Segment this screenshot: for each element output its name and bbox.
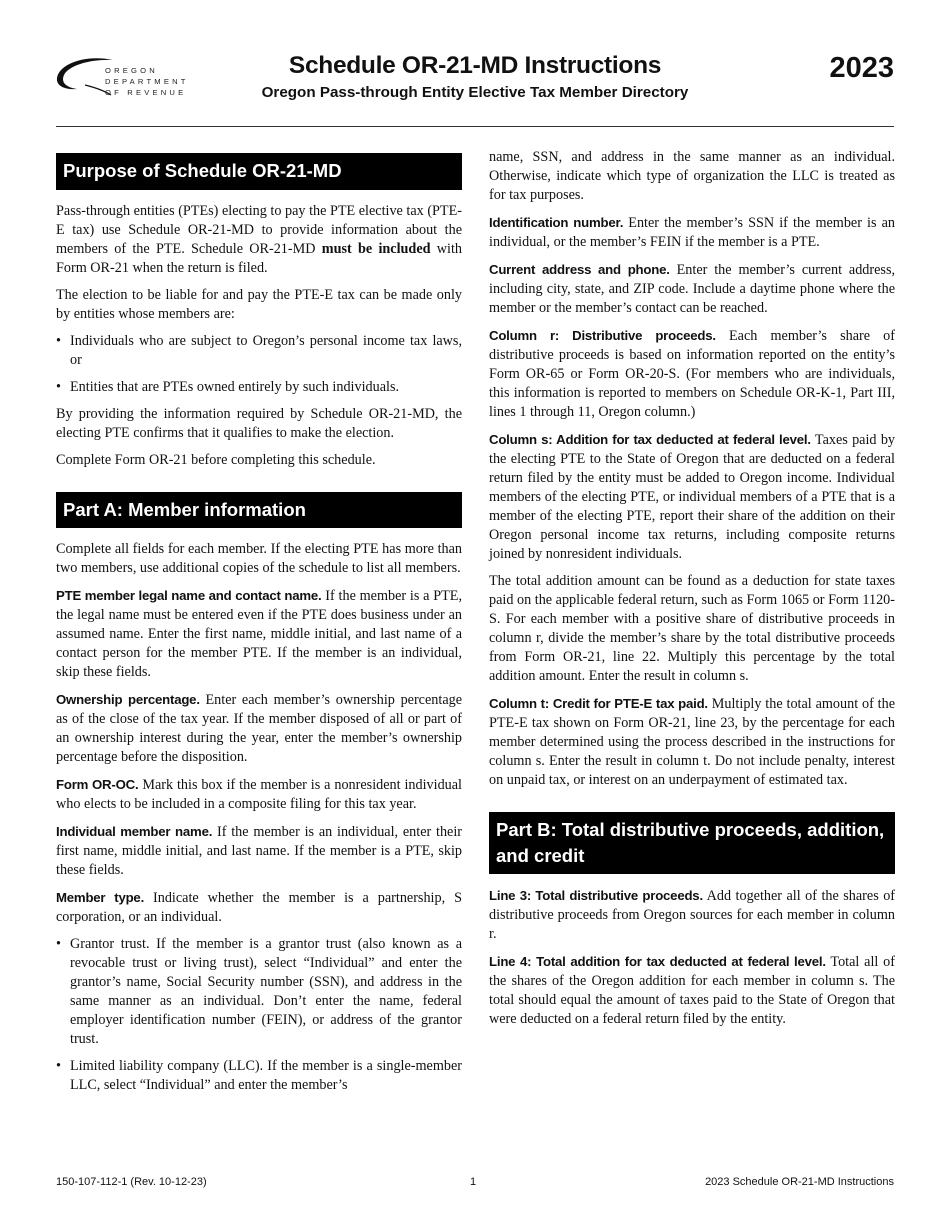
paragraph: Complete Form OR-21 before completing this schedule. [56,451,376,468]
paragraph: The total addition amount can be found as a deduction for state taxes paid on the applicable federal return, such as Form 1065 or Form 1120-S. For each member with a positive share of distributive proceeds in column r, divide the member’s share by the total distributive proceeds from Form OR-21, line 22. Multiply this percentage by the total addition amount. Enter the result in column s. [489,573,895,684]
bullet-item: • Individuals who are subject to Oregon’s personal income tax laws, or [56,332,462,370]
bullet-item: • Grantor trust. If the member is a grantor trust (also known as a revocable trust or living trust), select “Individual” and enter the grantor’s name, Social Security number (SSN), and address in the same manner as an individual. Don’t enter the name, federal employer identification number (FEIN), or address of the grantor trust. [56,935,462,1049]
document-title: Schedule OR-21-MD Instructions [288,52,662,79]
document-subtitle: Oregon Pass-through Entity Elective Tax Member Directory [261,84,689,101]
paragraph: By providing the information required by Schedule OR-21-MD, the electing PTE confirms that it qualifies to make the election. [56,405,462,441]
oregon-dor-logo [55,52,190,102]
page-footer [56,1176,894,1192]
paragraph: Complete all fields for each member. If the electing PTE has more than two members, use additional copies of the schedule to list all members. [56,541,462,576]
instruction-column-t: Column t: Credit for PTE-E tax paid. Multiply the total amount of the PTE-E tax shown on Form OR-21, line 23, by the percentage for each member determined using the process described in the instructions for column s. Enter the result in column t. Do not include penalty, interest on unpaid tax, or interest on an underpayment of estimated tax. [489,696,896,788]
instruction-form-or-oc: Form OR-OC. Mark this box if the member is a nonresident individual who elects to be included in a composite filing for this tax year. [56,777,463,812]
instruction-address: Current address and phone. Enter the member’s current address, including city, state, and ZIP code. Include a daytime phone where the member or the member’s contact can be reached. [489,262,896,316]
instruction-column-r: Column r: Distributive proceeds. Each member’s share of distributive proceeds is based on information reported on the entity’s Form OR-65 or Form OR-20-S. (For members who are individuals, this information is reported to members on Schedule OR-K-1, Part III, lines 1 through 11, Oregon column.) [489,328,895,420]
page-number: 1 [470,1176,477,1188]
section-heading-purpose: Purpose of Schedule OR-21-MD [56,153,462,190]
section-heading-part-b: Part B: Total distributive proceeds, addition, and credit [489,812,895,874]
paragraph: The election to be liable for and pay the PTE-E tax can be made only by entities whose members are: [56,286,462,322]
paragraph: name, SSN, and address in the same manner as an individual. Otherwise, indicate which type of organization the LLC is treated as for tax purposes. [489,149,895,203]
instruction-line-4: Line 4: Total addition for tax deducted at federal level. Total all of the shares of the Oregon addition for each member in column s. The total should equal the amount of taxes paid to the State of Oregon that were deducted on a federal return filed by the entity. [489,954,895,1027]
instruction-member-type: Member type. Indicate whether the member is a partnership, S corporation, or an individual. [56,890,462,925]
left-column [56,153,462,1103]
instruction-legal-name: PTE member legal name and contact name. If the member is a PTE, the legal name must be entered even if the PTE does business under an assumed name. Enter the first name, middle initial, and last name of a contact person for the member PTE. If the member is an individual, skip these fields. [56,588,462,680]
page-header [0,0,950,128]
agency-line-1: OREGON [105,66,158,75]
instruction-line-3: Line 3: Total distributive proceeds. Add together all of the shares of distributive proceeds from Oregon sources for each member in column r. [489,888,896,942]
paragraph: Pass-through entities (PTEs) electing to pay the PTE elective tax (PTE-E tax) use Schedule OR-21-MD to provide information about the members of the PTE. Schedule OR-21-MD must be included with Form OR-21 when the return is filed. [56,202,463,276]
bullet-item: • Limited liability company (LLC). If the member is a single-member LLC, select “Individual” and enter the member’s [56,1057,462,1095]
agency-line-3: OF REVENUE [105,88,187,97]
footer-document-name: 2023 Schedule OR-21-MD Instructions [705,1176,894,1188]
section-heading-part-a: Part A: Member information [56,492,462,529]
header-divider [56,126,894,127]
instruction-individual-name: Individual member name. If the member is an individual, enter their first name, middle initial, and last name. If the member is a PTE, skip these fields. [56,824,463,878]
bullet-item: • Entities that are PTEs owned entirely by such individuals. [56,378,462,397]
instruction-column-s: Column s: Addition for tax deducted at federal level. Taxes paid by the electing PTE to the State of Oregon that are deducted on a federal return filed by the entity must be added to Oregon income. Individual members of the electing PTE, or individual members of a PTE that is a member of the electing PTE, report their share of the addition on their Oregon personal income tax returns, including composite returns joined by nonresident individuals. [489,432,896,562]
form-number: 150-107-112-1 (Rev. 10-12-23) [56,1176,207,1188]
instruction-ownership: Ownership percentage. Enter each member’s ownership percentage as of the close of the tax year. If the member disposed of all or part of an ownership interest during the year, enter the member’s ownership percentage before the disposition. [56,692,463,765]
instruction-identification: Identification number. Enter the member’s SSN if the member is an individual, or the member’s FEIN if the member is a PTE. [489,215,895,250]
right-column [489,148,895,1037]
tax-year: 2023 [829,52,894,84]
agency-line-2: DEPARTMENT [105,77,189,86]
